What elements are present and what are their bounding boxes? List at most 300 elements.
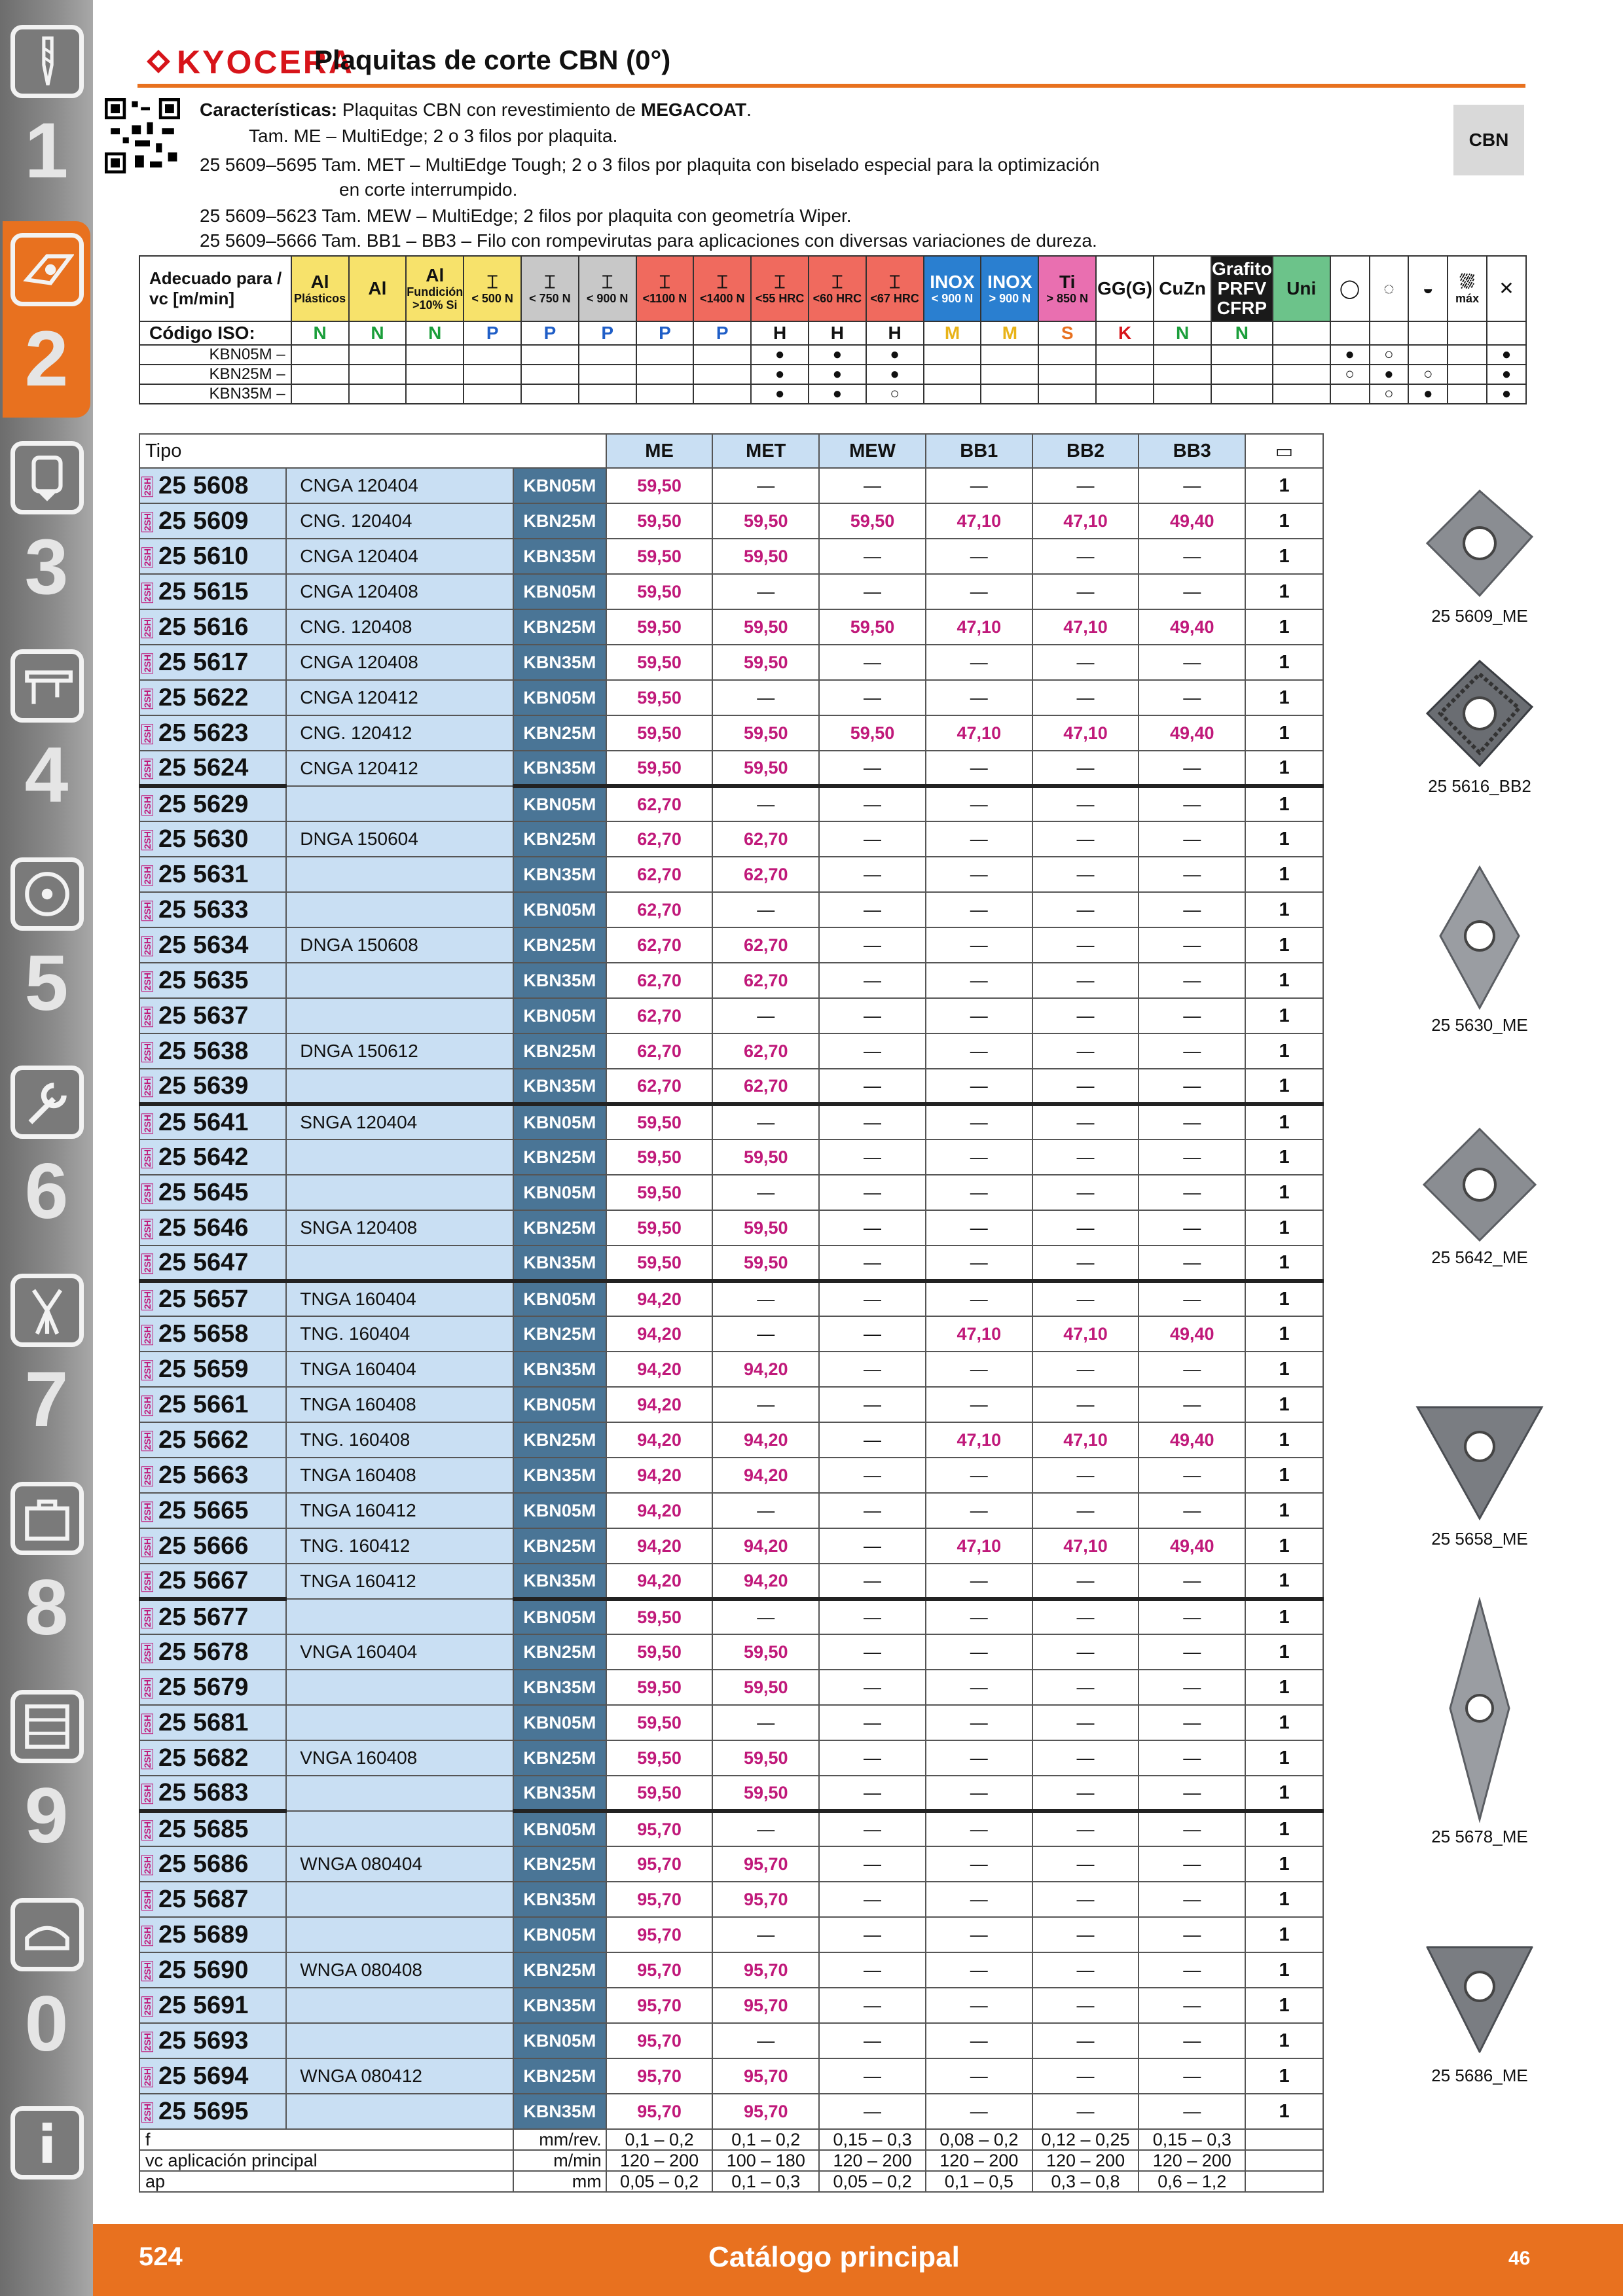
price-cell: — [926,1705,1032,1740]
cutting-value: 0,15 – 0,3 [819,2129,926,2150]
price-cell: 62,70 [606,786,713,821]
cutting-value: 120 – 200 [1032,2150,1139,2171]
price-cell: — [1139,998,1245,1033]
article-number: 25 5610 [158,542,249,570]
stock-tag: 2SH [142,1502,153,1521]
price-cell: — [819,1811,926,1846]
article-number: 25 5645 [158,1178,249,1206]
pack-qty: 1 [1245,1634,1323,1670]
table-row [139,503,1323,539]
article-number: 25 5635 [158,966,249,994]
article-code [139,1528,286,1564]
stock-tag: 2SH [142,689,153,708]
insert-type: VNGA 160404 [286,1634,513,1670]
page-number: 524 [139,2242,183,2271]
price-cell: — [926,1811,1032,1846]
stock-tag: 2SH [142,619,153,637]
grade: KBN35M [513,1458,606,1493]
characteristics-line [249,123,617,149]
price-cell: — [819,1564,926,1599]
article-code [139,574,286,609]
grade: KBN25M [513,1210,606,1246]
price-cell: — [1032,1033,1139,1069]
article-code [139,1988,286,2023]
material-header-row [139,256,1526,321]
grade-cell [1038,384,1096,404]
cutting-data-row [139,2150,1323,2171]
material-column [924,256,981,321]
chapter-number: 0 [24,1980,69,2068]
price-cell: 59,50 [712,1210,819,1246]
insert-type [286,1069,513,1104]
price-cell: 49,40 [1139,1528,1245,1564]
grade: KBN25M [513,1033,606,1069]
material-column [464,256,521,321]
article-code [139,963,286,998]
grade: KBN35M [513,1988,606,2023]
price-cell: — [1032,2023,1139,2058]
price-cell: 95,70 [712,1882,819,1917]
table-row [139,680,1323,715]
table-row [139,821,1323,857]
stock-tag: 2SH [142,1926,153,1945]
grade-cell [1096,345,1154,365]
price-cell: — [1139,1104,1245,1139]
characteristics-text: 25 5609–5623 Tam. MEW – MultiEdge; 2 filos por plaquita con geometría Wiper. [200,206,852,226]
price-cell: 59,50 [606,1139,713,1175]
header-rule [137,84,1525,88]
sidebar-chapter-4[interactable] [3,637,90,834]
price-cell: 62,70 [606,1033,713,1069]
chapter-number: 4 [24,731,69,819]
price-cell: — [712,1316,819,1352]
article-code [139,1882,286,1917]
price-cell: — [819,1740,926,1776]
stock-tag: 2SH [142,1114,153,1133]
cutting-unit: mm [513,2171,606,2192]
article-number: 25 5691 [158,1991,249,2019]
op-suitability: ● [1330,345,1370,365]
price-cell: 59,50 [606,1210,713,1246]
price-cell: 49,40 [1139,503,1245,539]
characteristics-line [200,228,1097,254]
price-cell: 47,10 [1032,503,1139,539]
price-cell: — [926,1033,1032,1069]
price-cell: — [819,1352,926,1387]
price-cell: — [819,1846,926,1882]
price-cell: — [926,1139,1032,1175]
price-cell: — [1032,539,1139,574]
insert-type [286,1139,513,1175]
price-cell: — [1032,1740,1139,1776]
op-suitability [1408,345,1448,365]
price-cell: — [1139,2023,1245,2058]
col-bb1: BB1 [926,434,1032,468]
table-row [139,1069,1323,1104]
op-glyph: ◯ [1339,278,1360,298]
price-cell: 62,70 [712,1033,819,1069]
price-cell: 94,20 [712,1422,819,1458]
grade: KBN35M [513,1246,606,1281]
table-row [139,1634,1323,1670]
insert-type [286,2094,513,2129]
price-cell: — [819,1069,926,1104]
price-cell: — [1032,1670,1139,1705]
iso-code: S [1038,321,1096,345]
stock-tag: 2SH [142,972,153,991]
price-cell: 59,50 [819,503,926,539]
op-suitability: ○ [1370,345,1409,365]
price-cell: 94,20 [712,1458,819,1493]
grade: KBN25M [513,1422,606,1458]
stock-tag: 2SH [142,1219,153,1238]
grade-row [139,384,1526,404]
material-sub: <60 HRC [812,292,862,305]
steel-beam-icon: ⌶ [602,272,613,292]
table-row [139,963,1323,998]
price-cell: 95,70 [606,1811,713,1846]
price-cell: — [1032,574,1139,609]
price-cell: 94,20 [606,1387,713,1422]
grade-cell [1273,365,1330,384]
grade: KBN25M [513,1316,606,1352]
grade: KBN25M [513,1952,606,1988]
profile-cut-icon [1408,256,1448,321]
grade-cell [464,365,521,384]
stock-tag: 2SH [142,1821,153,1840]
characteristics-line [200,152,1099,178]
insert-type [286,1988,513,2023]
article-number: 25 5624 [158,753,249,781]
grade-cell: ● [866,345,924,365]
grade-cell: ● [751,345,809,365]
price-cell: 62,70 [606,892,713,927]
characteristics-line [200,97,752,123]
stock-tag: 2SH [142,1572,153,1591]
material-name: Al [368,278,387,298]
cutting-value: 0,1 – 0,2 [606,2129,713,2150]
sidebar-chapter-3[interactable] [3,429,90,626]
price-cell: 47,10 [1032,1528,1139,1564]
price-cell: 95,70 [606,1952,713,1988]
grade-cell [1154,345,1211,365]
sidebar-chapter-7[interactable] [3,1262,90,1458]
material-name: Grafito PRFV CFRP [1212,259,1272,318]
price-cell: 59,50 [819,715,926,751]
insert-type: TNGA 160412 [286,1493,513,1528]
grade-cell: ● [809,345,866,365]
op-suitability: ● [1487,365,1526,384]
insert-type [286,892,513,927]
article-code [139,1458,286,1493]
material-column [751,256,809,321]
price-cell: — [1032,1352,1139,1387]
stock-tag: 2SH [142,1007,153,1026]
price-cell: — [712,1175,819,1210]
stock-tag: 2SH [142,512,153,531]
toolholder-icon [10,441,84,514]
material-column [809,256,866,321]
table-row [139,1670,1323,1705]
price-cell: — [926,1493,1032,1528]
price-cell: 59,50 [712,1634,819,1670]
grade-name: KBN35M – [139,384,291,404]
pliers-icon [10,1274,84,1347]
price-cell: — [712,574,819,609]
article-code [139,892,286,927]
price-cell: — [819,2023,926,2058]
insert-type: TNG. 160408 [286,1422,513,1458]
article-number: 25 5633 [158,895,249,924]
grade-cell [1038,365,1096,384]
article-code [139,1776,286,1811]
price-cell: — [819,680,926,715]
insert-type: DNGA 150604 [286,821,513,857]
price-cell: — [712,680,819,715]
pack-qty: 1 [1245,1599,1323,1634]
characteristics-tail: . [746,99,752,120]
grade-cell [349,384,407,404]
price-cell: — [819,1917,926,1952]
price-cell: 59,50 [606,1175,713,1210]
article-code [139,751,286,786]
price-cell: 59,50 [606,468,713,503]
article-code [139,2023,286,2058]
grade: KBN35M [513,1352,606,1387]
price-cell: — [1032,1882,1139,1917]
price-cell: — [819,539,926,574]
stock-tag: 2SH [142,1184,153,1203]
sidebar-chapter-0[interactable] [3,1886,90,2083]
price-cell: — [926,1740,1032,1776]
pack-qty: 1 [1245,539,1323,574]
table-row [139,1776,1323,1811]
price-cell: — [1032,2058,1139,2094]
sidebar-chapter-1[interactable] [3,13,90,209]
sidebar-chapter-9[interactable] [3,1678,90,1874]
iso-code: H [866,321,924,345]
insert-type: SNGA 120404 [286,1104,513,1139]
insert-type: TNGA 160408 [286,1458,513,1493]
stock-tag: 2SH [142,477,153,496]
material-sub: <1100 N [642,292,687,305]
price-cell: — [712,1387,819,1422]
stock-tag: 2SH [142,1997,153,2016]
price-cell: — [819,1422,926,1458]
grade-name: KBN25M – [139,365,291,384]
article-number: 25 5646 [158,1213,249,1242]
grade: KBN35M [513,857,606,892]
price-cell: 59,50 [606,609,713,645]
chapter-number: 8 [24,1564,69,1651]
material-column [1038,256,1096,321]
article-number: 25 5631 [158,860,249,888]
grade-cell: ● [751,365,809,384]
kyocera-logo-icon [145,48,172,75]
wrench-icon [10,1066,84,1139]
grade: KBN35M [513,1882,606,1917]
material-column [349,256,407,321]
stock-tag: 2SH [142,1891,153,1910]
price-cell: — [926,1952,1032,1988]
package-qty-icon: ▭ [1245,434,1323,468]
grade: KBN05M [513,468,606,503]
cutting-value: 0,08 – 0,2 [926,2129,1032,2150]
sidebar-chapter-5[interactable] [3,846,90,1042]
price-cell: — [926,751,1032,786]
article-code [139,1352,286,1387]
sidebar-chapter-2[interactable] [3,221,90,418]
insert-type: TNGA 160412 [286,1564,513,1599]
characteristics-bold: MEGACOAT [640,99,747,120]
insert-type [286,1776,513,1811]
price-cell: — [819,786,926,821]
insert-type [286,963,513,998]
grade: KBN35M [513,2094,606,2129]
insert-trigon-icon [1417,1937,1542,2062]
col-bb2: BB2 [1032,434,1139,468]
price-cell: 95,70 [606,1988,713,2023]
grade-cell [981,345,1038,365]
table-row [139,1139,1323,1175]
table-row [139,857,1323,892]
grade: KBN05M [513,1175,606,1210]
price-cell: — [819,1634,926,1670]
price-cell: — [926,1634,1032,1670]
article-number: 25 5630 [158,825,249,853]
insert-type: SNGA 120408 [286,1210,513,1246]
grade-cell: ● [866,365,924,384]
cutting-value: 0,6 – 1,2 [1139,2171,1245,2192]
price-cell: 59,50 [712,539,819,574]
price-cell: 59,50 [606,680,713,715]
price-cell: — [712,1104,819,1139]
insert-type: TNGA 160408 [286,1387,513,1422]
article-code [139,1175,286,1210]
price-cell: — [1139,2058,1245,2094]
article-number: 25 5647 [158,1248,249,1276]
price-cell: — [819,1988,926,2023]
pack-qty: 1 [1245,1139,1323,1175]
pack-qty: 1 [1245,2023,1323,2058]
price-cell: — [1032,963,1139,998]
cutting-param-label: f [145,2130,151,2149]
price-cell: — [819,2058,926,2094]
grade-row [139,365,1526,384]
price-cell: — [712,786,819,821]
price-cell: — [926,1387,1032,1422]
price-cell: 59,50 [712,1740,819,1776]
pack-qty: 1 [1245,1705,1323,1740]
price-cell: — [712,1599,819,1634]
op-suitability: ○ [1330,365,1370,384]
table-row [139,1033,1323,1069]
article-number: 25 5678 [158,1638,249,1666]
stock-tag: 2SH [142,2032,153,2051]
article-number: 25 5641 [158,1108,249,1136]
price-cell: — [819,892,926,927]
price-cell: — [819,1493,926,1528]
grade-cell [521,345,579,365]
grade-cell [291,384,349,404]
iso-code: N [406,321,464,345]
article-code [139,1387,286,1422]
price-cell: — [1139,857,1245,892]
stock-tag: 2SH [142,901,153,920]
material-sub: > 850 N [1046,292,1089,305]
price-cell: — [1139,1175,1245,1210]
characteristics-text: 25 5609–5666 Tam. BB1 – BB3 – Filo con rompevirutas para aplicaciones con diversas variaciones de dureza. [200,230,1097,251]
article-code [139,927,286,963]
characteristics-text: 25 5609–5695 Tam. MET – MultiEdge Tough; 2 o 3 filos por plaquita con biselado especial para la optimización [200,154,1100,175]
material-sub: <67 HRC [870,292,919,305]
price-cell: 49,40 [1139,1316,1245,1352]
insert-type: TNG. 160412 [286,1528,513,1564]
price-cell: — [1032,1139,1139,1175]
insert-type [286,1811,513,1846]
table-row [139,786,1323,821]
material-name: Uni [1286,278,1317,298]
material-column [291,256,349,321]
table-row [139,892,1323,927]
table-row [139,609,1323,645]
stock-tag: 2SH [142,1467,153,1486]
price-cell: 47,10 [926,1316,1032,1352]
pack-qty: 1 [1245,1846,1323,1882]
grade-cell: ● [751,384,809,404]
price-cell: — [1032,1988,1139,2023]
price-cell: — [819,1104,926,1139]
safety-icon [10,1898,84,1971]
price-cell: — [819,963,926,998]
suitability-label: Adecuado para / vc [m/min] [139,256,291,321]
cutting-value: 0,05 – 0,2 [606,2171,713,2192]
price-cell: — [819,1599,926,1634]
price-cell: — [926,468,1032,503]
op-suitability [1448,345,1487,365]
price-cell: 94,20 [606,1528,713,1564]
article-number: 25 5687 [158,1885,249,1913]
price-cell: — [1032,1634,1139,1670]
table-row [139,927,1323,963]
article-code [139,715,286,751]
drill-icon [10,25,84,98]
price-cell: — [926,786,1032,821]
price-cell: — [926,821,1032,857]
info-icon [10,2106,84,2179]
price-cell: — [819,1882,926,1917]
price-cell: — [819,1316,926,1352]
table-row [139,1246,1323,1281]
price-cell: — [1139,1387,1245,1422]
sidebar-chapter-8[interactable] [3,1470,90,1666]
article-number: 25 5662 [158,1426,249,1454]
material-column [1273,256,1330,321]
sidebar-chapter-6[interactable] [3,1054,90,1250]
op-suitability: ● [1408,384,1448,404]
material-sub: < 750 N [529,292,571,305]
article-number: 25 5683 [158,1778,249,1806]
sidebar-chapter-i[interactable] [3,2094,90,2199]
article-number: 25 5622 [158,683,249,711]
insert-square-icon [1421,1126,1539,1244]
stock-tag: 2SH [142,937,153,956]
price-cell: — [1139,1917,1245,1952]
continuous-cut-icon [1330,256,1370,321]
insert-type [286,1705,513,1740]
price-cell: — [1139,1564,1245,1599]
grade-cell [636,365,694,384]
